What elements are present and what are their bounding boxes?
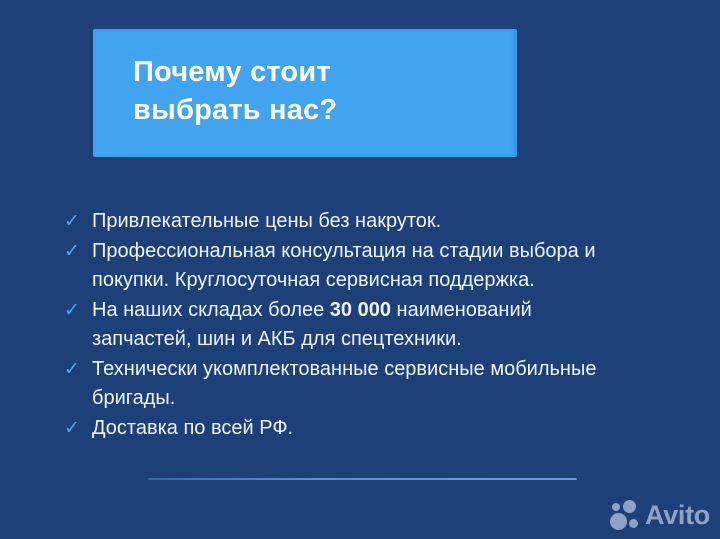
list-item — [64, 355, 660, 414]
list-item-text — [92, 296, 532, 355]
headline-card — [93, 29, 517, 157]
stock-count: 30 000 — [329, 298, 391, 321]
list-item — [64, 296, 660, 355]
avito-dot-icon — [629, 519, 638, 528]
list-item-text — [92, 207, 441, 237]
list-item-text-part: наименований запчастей, шин и АКБ для спецтехники. — [92, 298, 532, 350]
check-icon: ✓ — [64, 358, 80, 380]
check-icon: ✓ — [64, 211, 80, 232]
list-item — [64, 414, 660, 444]
avito-dot-icon — [612, 503, 620, 511]
list-item-text — [92, 355, 596, 414]
list-item-text-part: Доставка по всей РФ. — [92, 416, 294, 439]
check-icon: ✓ — [64, 240, 80, 262]
avito-dot-icon — [610, 513, 627, 530]
list-item-text-part: Привлекательные цены без накруток. — [92, 210, 442, 232]
avito-dot-icon — [623, 500, 636, 513]
list-item-text-part: На наших складах более — [92, 298, 330, 321]
avito-logo — [610, 499, 710, 532]
page-title: Почему стоит выбрать нас? — [133, 56, 338, 126]
benefits-checklist — [64, 207, 660, 443]
check-icon: ✓ — [64, 299, 80, 321]
avito-logo-text: Avito — [645, 500, 710, 530]
divider-line — [148, 478, 577, 480]
check-icon: ✓ — [64, 417, 80, 439]
list-item-text — [92, 414, 293, 444]
list-item — [64, 237, 660, 296]
avito-logo-icon — [610, 499, 640, 532]
list-item-text-part: Технически укомплектованные сервисные мобильные бригады. — [92, 357, 597, 409]
list-item-text — [92, 237, 596, 296]
list-item — [64, 207, 660, 237]
list-item-text-part: Профессиональная консультация на стадии выбора и покупки. Круглосуточная сервисная поддержка. — [92, 239, 596, 291]
